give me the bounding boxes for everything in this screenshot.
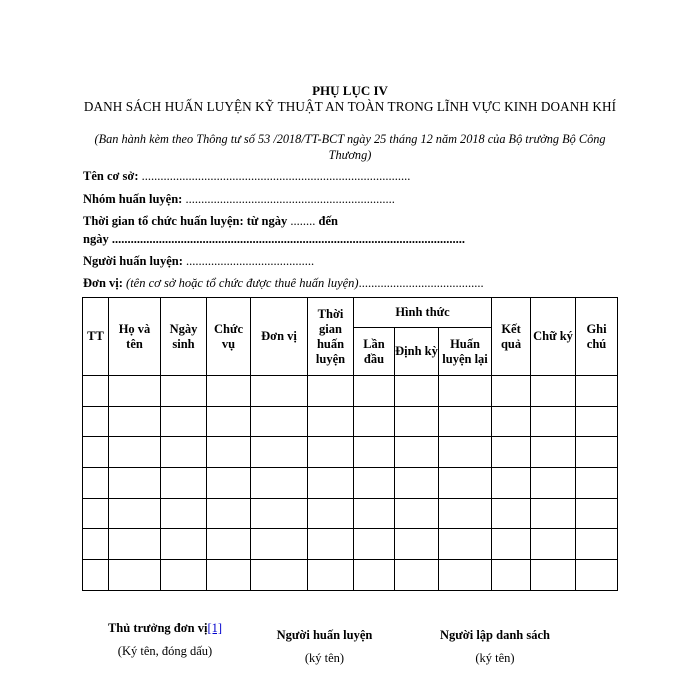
table-cell <box>576 560 618 591</box>
table-cell <box>492 468 531 499</box>
col-periodic: Định kỳ <box>395 328 439 376</box>
table-cell <box>109 376 161 407</box>
trainer-label: Người huấn luyện: <box>83 254 183 268</box>
table-cell <box>109 406 161 437</box>
table-cell <box>439 468 492 499</box>
table-cell <box>251 376 308 407</box>
time-line2: ngày ................................................................................................................. <box>83 232 465 246</box>
table-cell <box>576 529 618 560</box>
table-cell <box>161 498 207 529</box>
trainer-hint: (ký tên) <box>304 651 345 665</box>
trainer-role: Người huấn luyện <box>276 628 373 642</box>
table-cell <box>531 529 576 560</box>
table-cell <box>308 498 354 529</box>
table-cell <box>576 498 618 529</box>
table-cell <box>354 406 395 437</box>
table-cell <box>308 529 354 560</box>
table-cell <box>251 498 308 529</box>
table-row <box>83 560 618 591</box>
table-row <box>83 498 618 529</box>
table-cell <box>161 406 207 437</box>
table-cell <box>83 560 109 591</box>
table-row <box>83 529 618 560</box>
table-cell <box>109 529 161 560</box>
footnote-link[interactable]: [1] <box>207 621 223 635</box>
time-label: Thời gian tổ chức huấn luyện: từ ngày <box>83 214 288 228</box>
table-cell <box>83 498 109 529</box>
time-line <box>83 214 338 229</box>
table-cell <box>161 560 207 591</box>
table-cell <box>354 498 395 529</box>
signature-trainer <box>262 628 387 666</box>
maker-hint: (ký tên) <box>475 651 515 665</box>
table-cell <box>439 406 492 437</box>
table-cell <box>395 560 439 591</box>
table-cell <box>251 468 308 499</box>
table-cell <box>109 498 161 529</box>
table-cell <box>395 406 439 437</box>
table-cell <box>251 437 308 468</box>
group-label: Nhóm huấn luyện: <box>83 192 183 206</box>
head-label: Thủ trưởng đơn vị <box>107 621 208 635</box>
table-cell <box>531 468 576 499</box>
table-cell <box>83 437 109 468</box>
facility-line <box>83 169 410 184</box>
table-cell <box>109 437 161 468</box>
table-cell <box>251 560 308 591</box>
table-cell <box>439 560 492 591</box>
table-cell <box>576 468 618 499</box>
table-cell <box>395 376 439 407</box>
table-row <box>83 468 618 499</box>
table-cell <box>308 406 354 437</box>
table-cell <box>83 529 109 560</box>
table-cell <box>354 529 395 560</box>
table-cell <box>492 437 531 468</box>
facility-label: Tên cơ sở: <box>83 169 139 183</box>
table-cell <box>109 560 161 591</box>
table-cell <box>207 437 251 468</box>
unit-line <box>83 276 484 291</box>
issued-note: (Ban hành kèm theo Thông tư số 53 /2018/TT-BCT ngày 25 tháng 12 năm 2018 của Bộ trưởng Bộ Công Thương) <box>94 132 606 162</box>
col-position: Chức vụ <box>207 298 251 376</box>
table-cell <box>492 529 531 560</box>
facility-dots: ...................................................................................... <box>138 169 411 183</box>
table-body <box>83 376 618 591</box>
table-cell <box>395 437 439 468</box>
document-title: DANH SÁCH HUẤN LUYỆN KỸ THUẬT AN TOÀN TRONG LĨNH VỰC KINH DOANH KHÍ <box>83 99 617 114</box>
table-cell <box>207 560 251 591</box>
table-cell <box>207 498 251 529</box>
signature-head <box>95 621 235 659</box>
appendix-title: PHỤ LỤC IV <box>312 83 388 98</box>
col-tt: TT <box>83 298 109 376</box>
table-cell <box>439 529 492 560</box>
table-cell <box>308 468 354 499</box>
table-cell <box>161 437 207 468</box>
table-cell <box>251 529 308 560</box>
table-cell <box>207 406 251 437</box>
col-first: Lần đầu <box>354 328 395 376</box>
table-cell <box>531 560 576 591</box>
table-cell <box>576 437 618 468</box>
group-line <box>83 192 395 207</box>
col-unit: Đơn vị <box>251 298 308 376</box>
col-dob: Ngày sinh <box>161 298 207 376</box>
signature-maker <box>425 628 565 666</box>
table-cell <box>576 406 618 437</box>
table-cell <box>439 437 492 468</box>
table-cell <box>207 468 251 499</box>
table-cell <box>83 406 109 437</box>
col-result: Kết quả <box>492 298 531 376</box>
time-mid: ........ <box>287 214 319 228</box>
col-signature: Chữ ký <box>531 298 576 376</box>
table-cell <box>492 498 531 529</box>
table-cell <box>354 560 395 591</box>
table-cell <box>83 376 109 407</box>
table-cell <box>354 437 395 468</box>
table-cell <box>207 529 251 560</box>
table-cell <box>492 406 531 437</box>
table-cell <box>161 529 207 560</box>
table-cell <box>395 468 439 499</box>
col-name: Họ và tên <box>109 298 161 376</box>
table-cell <box>576 376 618 407</box>
group-dots: ................................................................... <box>182 192 395 206</box>
table-cell <box>354 376 395 407</box>
head-hint: (Ký tên, đóng dấu) <box>117 644 213 658</box>
time-line-2 <box>83 232 465 247</box>
unit-note: (tên cơ sở hoặc tổ chức được thuê huấn luyện) <box>122 276 359 290</box>
table-cell <box>161 376 207 407</box>
table-cell <box>308 437 354 468</box>
table-cell <box>531 498 576 529</box>
trainer-line <box>83 254 314 269</box>
table-cell <box>492 376 531 407</box>
maker-role: Người lập danh sách <box>440 628 550 642</box>
table-cell <box>439 376 492 407</box>
table-cell <box>83 468 109 499</box>
table-row <box>83 376 618 407</box>
table-cell <box>251 406 308 437</box>
trainer-dots: ......................................... <box>182 254 315 268</box>
col-time: Thời gian huấn luyện <box>308 298 354 376</box>
table-cell <box>531 437 576 468</box>
col-form: Hình thức <box>354 298 492 328</box>
table-cell <box>439 498 492 529</box>
table-cell <box>207 376 251 407</box>
table-cell <box>354 468 395 499</box>
col-note: Ghi chú <box>576 298 618 376</box>
table-cell <box>395 498 439 529</box>
table-cell <box>492 560 531 591</box>
table-cell <box>531 376 576 407</box>
table-cell <box>395 529 439 560</box>
unit-dots: ........................................ <box>358 276 484 290</box>
table-cell <box>531 406 576 437</box>
head-role <box>95 621 235 636</box>
unit-label: Đơn vị: <box>83 276 123 290</box>
table-cell <box>308 560 354 591</box>
training-table <box>82 297 618 591</box>
time-to: đến <box>318 214 338 228</box>
table-cell <box>308 376 354 407</box>
table-cell <box>109 468 161 499</box>
table-row <box>83 406 618 437</box>
table-row <box>83 437 618 468</box>
table-cell <box>161 468 207 499</box>
col-retrain: Huấn luyện lại <box>439 328 492 376</box>
